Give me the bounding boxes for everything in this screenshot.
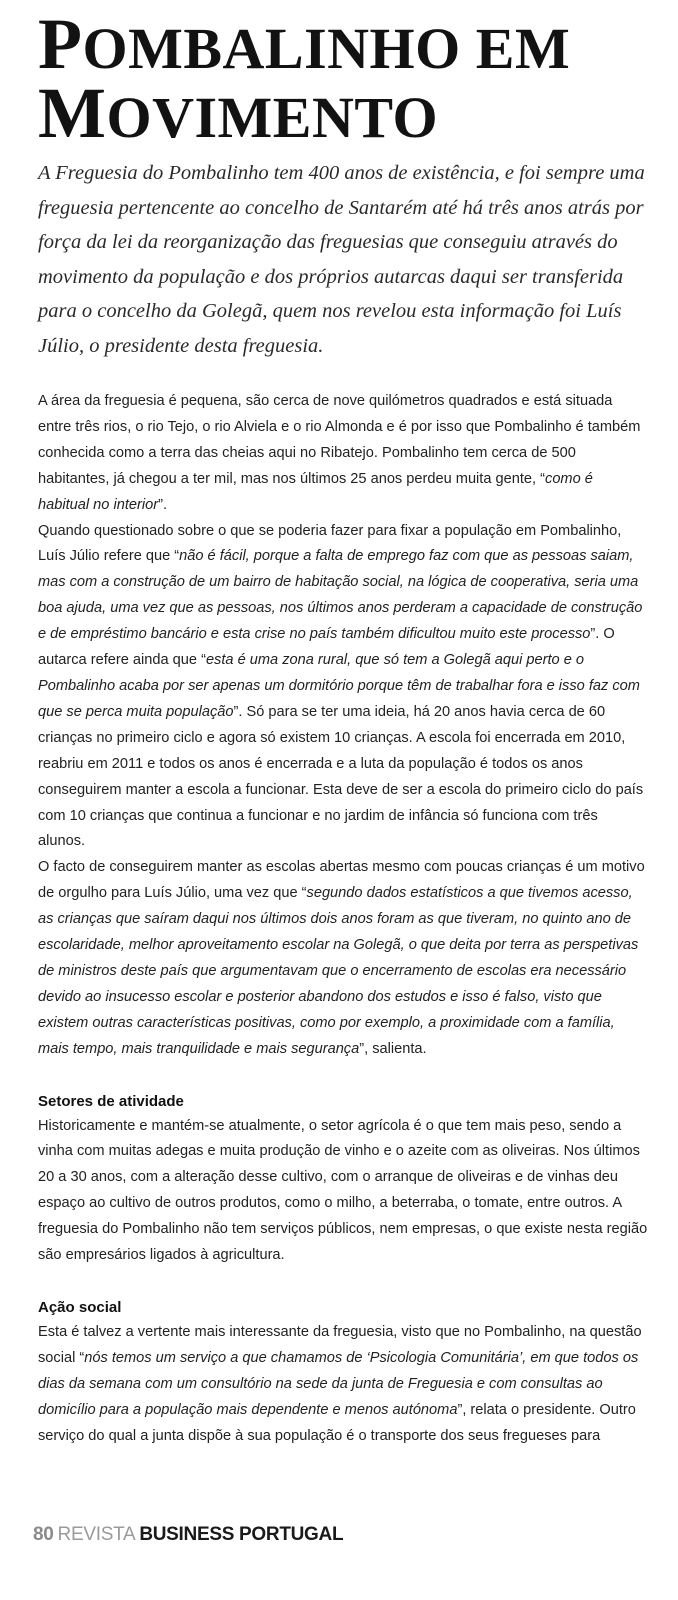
magazine-label: REVISTA [57,1524,136,1545]
lead-paragraph: A Freguesia do Pombalinho tem 400 anos de existência, e foi sempre uma freguesia pertencente ao concelho de Santarém até há três anos atrás por força da lei da reorganização das freguesias que conseguiu através do movimento da população e dos próprios autarcas daqui ser transferida para o concelho da Golegã, quem nos revelou esta informação foi Luís Júlio, o presidente desta freguesia. [38,162,645,357]
paragraph-3: O facto de conseguirem manter as escolas abertas mesmo com poucas crianças é um motivo de orgulho para Luís Júlio, uma vez que “segundo dados estatísticos a que tivemos acesso, as crianças que saíram daqui nos últimos dois anos foram as que tiveram, no quinto ano de escolaridade, melhor aproveitamento escolar na Golegã, o que deita por terra as perspetivas de ministros deste país que argumentavam que o encerramento de escolas era necessário devido ao insucesso escolar e posterior abandono dos estudos e isso é falso, visto que existem outras características positivas, como por exemplo, a proximidade com a família, mais tempo, mais tranquilidade e mais segurança”, salienta. [38,859,645,1057]
page-number: 80 [33,1524,54,1545]
quote: como é habitual no interior [38,470,593,513]
quote: nós temos um serviço a que chamamos de ‘Psicologia Comunitária’, em que todos os dias da semana com um consultório na sede da junta de Freguesia e com consultas ao domicílio para a população mais dependente e menos autónoma [38,1349,639,1418]
quote: esta é uma zona rural, que só tem a Golegã aqui perto e o Pombalinho acaba por ser apenas um dormitório porque têm de trabalhar fora e isso faz com que se perca muita população [38,652,640,720]
quote: segundo dados estatísticos a que tivemos acesso, as crianças que saíram daqui nos últimos dois anos foram as que tiveram, no quinto ano de escolaridade, melhor aproveitamento escolar na Golegã, o que deita por terra as perspetivas de ministros deste país que argumentavam que o encerramento de escolas era necessário devido ao insucesso escolar e posterior abandono dos estudos e isso é falso, visto que existem outras características positivas, como por exemplo, a proximidade com a família, mais tempo, mais tranquilidade e mais segurança [38,885,639,1057]
paragraph-1: A área da freguesia é pequena, são cerca de nove quilómetros quadrados e está situada entre três rios, o rio Tejo, o rio Alviela e o rio Almonda e é por isso que Pombalinho é também conhecida como a terra das cheias aqui no Ribatejo. Pombalinho tem cerca de 500 habitantes, já chegou a ter mil, mas nos últimos 25 anos perdeu muita gente, “como é habitual no interior”. [38,393,641,513]
paragraph-2: Quando questionado sobre o que se poderia fazer para fixar a população em Pombalinho, Luís Júlio refere que “não é fácil, porque a falta de emprego faz com que as pessoas saiam, mas com a construção de um bairro de habitação social, na lógica de cooperativa, seria uma boa ajuda, uma vez que as pessoas, nos últimos anos perderam a capacidade de construção e de empréstimo bancário e esta crise no país também dificultou muito este processo”. O autarca refere ainda que “esta é uma zona rural, que só tem a Golegã aqui perto e o Pombalinho acaba por ser apenas um dormitório porque têm de trabalhar fora e isso faz com que se perca muita população”. Só para se ter uma ideia, há 20 anos havia cerca de 60 crianças no primeiro ciclo e agora só existem 10 crianças. A escola foi encerrada em 2010, reabriu em 2011 e todos os anos é encerrada e a luta da população é todos os anos conseguirem manter a escola a funcionar. Esta deve de ser a escola do primeiro ciclo do país com 10 crianças que continua a funcionar e no jardim de infância só funciona com três alunos. [38,522,644,850]
quote: não é fácil, porque a falta de emprego faz com que as pessoas saiam, mas com a construção de um bairro de habitação social, na lógica de cooperativa, seria uma boa ajuda, uma vez que as pessoas, nos últimos anos perderam a capacidade de construção e de empréstimo bancário e esta crise no país também dificultou muito este processo [38,548,643,643]
magazine-brand: BUSINESS PORTUGAL [139,1524,344,1545]
paragraph-4: Historicamente e mantém-se atualmente, o setor agrícola é o que tem mais peso, sendo a vinha com muitas adegas e muita produção de vinho e o azeite com as oliveiras. Nos últimos 20 a 30 anos, com a alteração desse cultivo, com o arranque de oliveiras e de vinhas deu espaço ao cultivo de outros produtos, como o milho, a beterraba, o tomate, entre outros. A freguesia do Pombalinho não tem serviços públicos, nem empresas, o que existe nesta região são empresários ligados à agricultura. [38,1117,648,1264]
page-footer [33,1524,343,1546]
section-heading-sectors: Setores de atividade [38,1092,184,1110]
section-heading-social: Ação social [38,1299,122,1316]
article-title [38,4,648,153]
article [38,4,648,1450]
title-line-1: POMBALINHO EM [38,4,571,84]
title-line-2: MOVIMENTO [38,73,439,153]
paragraph-5: Esta é talvez a vertente mais interessante da freguesia, visto que no Pombalinho, na questão social “nós temos um serviço a que chamamos de ‘Psicologia Comunitária’, em que todos os dias da semana com um consultório na sede da junta de Freguesia e com consultas ao domicílio para a população mais dependente e menos autónoma”, relata o presidente. Outro serviço do qual a junta dispõe à sua população é o transporte dos seus fregueses para [38,1324,642,1444]
